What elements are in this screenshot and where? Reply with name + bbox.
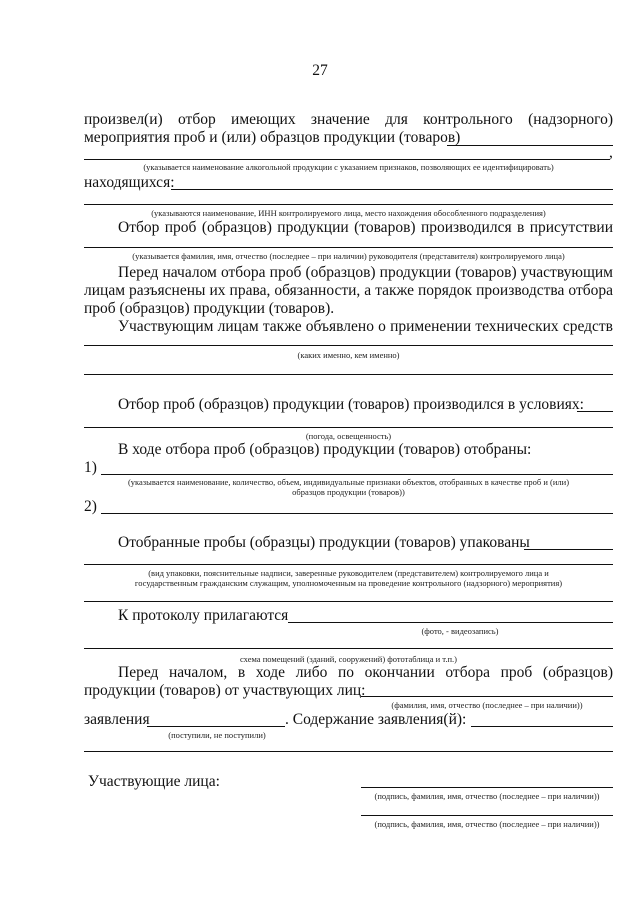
blank-line (101, 513, 613, 514)
blank-line (147, 726, 285, 727)
blank-line (84, 427, 613, 428)
blank-line (84, 204, 613, 205)
field-caption: (фото, - видеозапись) (421, 626, 499, 636)
field-caption: (подпись, фамилия, имя, отчество (последнее – при наличии)) (374, 819, 600, 829)
blank-line (577, 411, 613, 412)
paragraph-line: находящихся: (84, 174, 175, 191)
signature-line (361, 815, 613, 816)
paragraph-line: В ходе отбора проб (образцов) продукции (товаров) отобраны: (118, 441, 532, 458)
page-number: 27 (312, 62, 328, 79)
blank-line (524, 549, 613, 550)
blank-line (84, 374, 613, 375)
blank-line (171, 189, 613, 190)
paragraph-line: Отбор проб (образцов) продукции (товаров) производился в условиях: (118, 396, 584, 413)
field-caption: (указывается наименование, количество, объем, индивидуальные признаки объектов, отобранных в качестве проб и (или) (127, 477, 570, 487)
field-caption: (вид упаковки, пояснительные надписи, заверенные руководителем (представителем) контролируемого лица и (148, 568, 549, 578)
blank-line (84, 751, 613, 752)
field-caption: (указывается наименование алкогольной продукции с указанием признаков, позволяющих ее идентифицировать) (143, 162, 554, 172)
paragraph-line: Перед началом отбора проб (образцов) продукции (товаров) участвующим (118, 264, 613, 281)
paragraph-line: Участвующие лица: (88, 773, 220, 790)
paragraph-line: Отобранные пробы (образцы) продукции (товаров) упакованы (118, 534, 530, 551)
blank-line (361, 696, 613, 697)
field-caption: (поступили, не поступили) (168, 730, 266, 740)
field-caption: (подпись, фамилия, имя, отчество (последнее – при наличии)) (374, 791, 600, 801)
blank-line (84, 601, 613, 602)
paragraph-line: лицам разъяснены их права, обязанности, а также порядок производства отбора (84, 282, 613, 299)
field-caption: (погода, освещенность) (305, 431, 392, 441)
paragraph-line: произвел(и) отбор имеющих значение для контрольного (надзорного) (84, 111, 613, 128)
field-caption: схема помещений (зданий, сооружений) фототаблица и т.п.) (240, 654, 457, 664)
blank-line (447, 145, 613, 146)
comma: , (609, 144, 613, 161)
blank-line (84, 564, 613, 565)
paragraph-line: Отбор проб (образцов) продукции (товаров) производился в присутствии (118, 219, 613, 236)
field-caption: (указывается фамилия, имя, отчество (последнее – при наличии) руководителя (представителя) контролируемого лица) (132, 251, 565, 261)
field-caption: образцов продукции (товаров)) (292, 487, 405, 497)
blank-line (471, 726, 613, 727)
blank-line (288, 622, 613, 623)
paragraph-line: мероприятия проб и (или) образцов продукции (товаров) (84, 129, 461, 146)
blank-line (84, 648, 613, 649)
paragraph-line: продукции (товаров) от участвующих лиц: (84, 682, 366, 699)
paragraph-line: . Содержание заявления(й): (285, 711, 467, 728)
paragraph-line: Участвующим лицам также объявлено о применении технических средств (118, 318, 613, 335)
paragraph-line: Перед началом, в ходе либо по окончании отбора проб (образцов) (118, 664, 613, 681)
field-caption: государственным гражданским служащим, уполномоченным на проведение контрольного (надзорного) мероприятия) (134, 578, 563, 588)
field-caption: (фамилия, имя, отчество (последнее – при наличии)) (391, 700, 583, 710)
blank-line (84, 247, 613, 248)
signature-line (361, 787, 613, 788)
blank-line (84, 159, 610, 160)
paragraph-line: К протоколу прилагаются (118, 607, 289, 624)
field-caption: (каких именно, кем именно) (297, 350, 400, 360)
paragraph-line: заявления (84, 711, 150, 728)
blank-line (84, 345, 613, 346)
field-caption: (указываются наименование, ИНН контролируемого лица, место нахождения обособленного подразделения) (151, 208, 546, 218)
list-item-number: 2) (84, 498, 97, 515)
blank-line (101, 474, 613, 475)
paragraph-line: проб (образцов) продукции (товаров). (84, 300, 335, 317)
list-item-number: 1) (84, 459, 97, 476)
